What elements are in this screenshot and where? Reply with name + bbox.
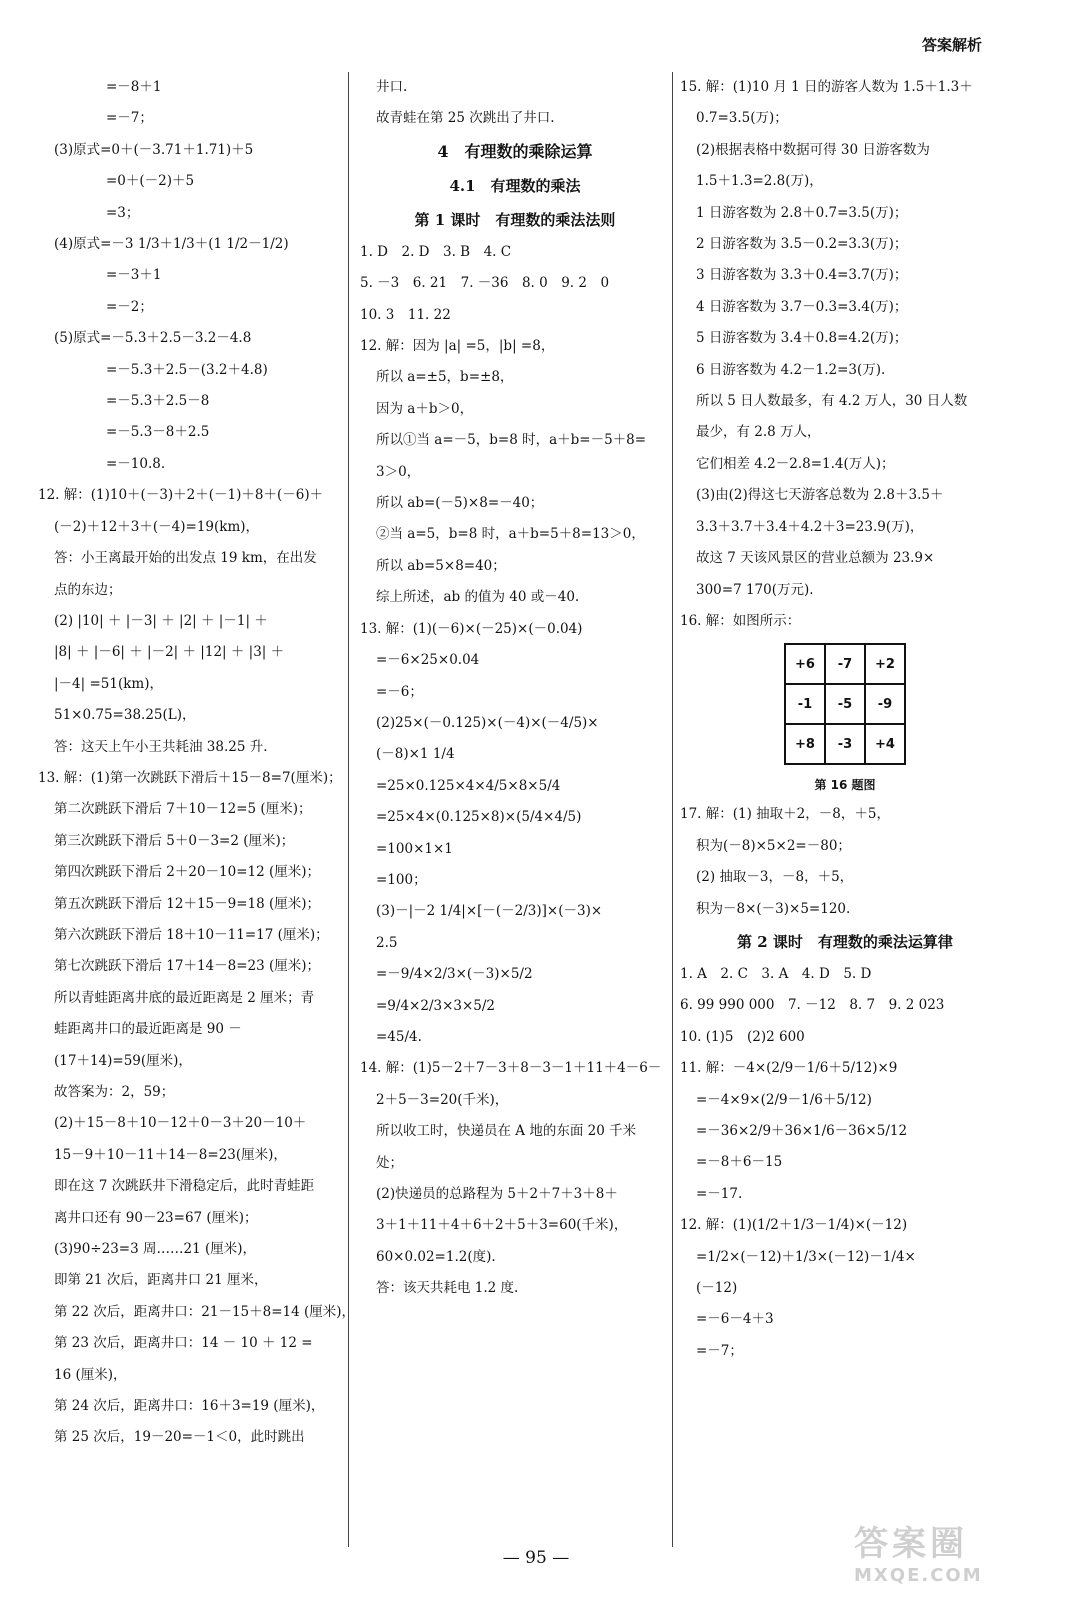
answer-line: =100； xyxy=(376,871,427,888)
answer-line: (4)原式=－3 1/3＋1/3＋(1 1/2－1/2) xyxy=(54,236,289,253)
answer-line: =25×4×(0.125×8)×(5/4×4/5) xyxy=(376,809,582,826)
answer-line: =－36×2/9＋36×1/6－36×5/12 xyxy=(696,1122,908,1139)
answer-column-1 xyxy=(38,72,356,1454)
grid-cell: -1 xyxy=(785,684,825,724)
answer-line: 10. (1)5 (2)2 600 xyxy=(680,1028,805,1045)
answer-line: =－5.3＋2.5－(3.2＋4.8) xyxy=(106,361,268,378)
answer-line: =－10.8. xyxy=(106,455,166,472)
page-header: 答案解析 xyxy=(921,36,982,54)
answer-line: 2.5 xyxy=(376,934,398,951)
answer-line: 答：小王离最开始的出发点 19 km，在出发 xyxy=(54,550,317,567)
answer-line: (2)＋15－8＋10－12＋0－3＋20－10＋ xyxy=(54,1115,307,1132)
answer-line: =－6－4＋3 xyxy=(696,1311,774,1328)
answer-line: =0＋(－2)＋5 xyxy=(106,173,195,190)
answer-line: 15. 解：(1)10 月 1 日的游客人数为 1.5＋1.3＋ xyxy=(680,79,973,95)
answer-line: =－8＋6－15 xyxy=(696,1154,783,1171)
answer-line: 6. 99 990 000 7. －12 8. 7 9. 2 023 xyxy=(680,997,945,1014)
answer-line: =－6； xyxy=(376,683,423,700)
answer-line: 最少，有 2.8 万人， xyxy=(696,424,821,441)
answer-line: 所以 5 日人数最多，有 4.2 万人，30 日人数 xyxy=(696,393,968,410)
answer-line: =9/4×2/3×3×5/2 xyxy=(376,997,496,1014)
section-heading: 4 有理数的乘除运算 xyxy=(437,141,593,161)
answer-line: 离井口还有 90－23=67 (厘米)； xyxy=(54,1209,258,1226)
answer-line: 即在这 7 次跳跃井下滑稳定后，此时青蛙距 xyxy=(54,1178,315,1195)
answer-line: (5)原式=－5.3＋2.5－3.2－4.8 xyxy=(54,330,252,347)
answer-line: =－5.3－8＋2.5 xyxy=(106,424,210,441)
answer-line: 60×0.02=1.2(度). xyxy=(376,1248,496,1265)
answer-column-2 xyxy=(360,72,670,1305)
watermark-logo xyxy=(854,1516,1054,1586)
answer-line: 第 25 次后，19－20=－1＜0，此时跳出 xyxy=(54,1429,305,1446)
answer-line: 12. 解：(1)10＋(－3)＋2＋(－1)＋8＋(－6)＋ xyxy=(38,487,324,504)
answer-line: =－7； xyxy=(696,1342,743,1359)
answer-line: 4 日游客数为 3.7－0.3=3.4(万)； xyxy=(696,298,908,315)
grid-cell: +6 xyxy=(785,644,825,684)
answer-line: 10. 3 11. 22 xyxy=(360,306,451,323)
answer-line: 15－9＋10－11＋14－8=23(厘米)， xyxy=(54,1146,287,1163)
answer-line: =－9/4×2/3×(－3)×5/2 xyxy=(376,966,533,983)
section-heading: 第 2 课时 有理数的乘法运算律 xyxy=(737,932,953,951)
answer-line: =－7； xyxy=(106,110,153,127)
answer-line: 13. 解：(1)(－6)×(－25)×(－0.04) xyxy=(360,620,583,637)
grid-cell: -7 xyxy=(825,644,865,684)
answer-line: (－12) xyxy=(696,1280,738,1296)
answer-line: 5 日游客数为 3.4＋0.8=4.2(万)； xyxy=(696,330,908,347)
answer-line: 第 23 次后，距离井口：14 － 10 ＋ 12 = xyxy=(54,1335,313,1352)
answer-line: 14. 解：(1)5－2＋7－3＋8－3－1＋11＋4－6－ xyxy=(360,1060,662,1077)
watermark-text: 答案圈 xyxy=(854,1524,968,1564)
answer-line: (2)快递员的总路程为 5＋2＋7＋3＋8＋ xyxy=(376,1186,618,1202)
answer-line: 2 日游客数为 3.5－0.2=3.3(万)； xyxy=(696,236,908,253)
section-heading: 第 1 课时 有理数的乘法法则 xyxy=(414,210,616,229)
answer-line: 第 24 次后，距离井口：16＋3=19 (厘米)， xyxy=(54,1398,325,1415)
answer-line: 即第 21 次后，距离井口 21 厘米， xyxy=(54,1272,268,1289)
answer-line: =100×1×1 xyxy=(376,840,453,857)
figure-caption: 第 16 题图 xyxy=(814,778,876,793)
answer-line: (2)根据表格中数据可得 30 日游客数为 xyxy=(696,141,930,158)
answer-line: 第 22 次后，距离井口：21－15＋8=14 (厘米)， xyxy=(54,1303,356,1320)
answer-line: (－2)＋12＋3＋(－4)=19(km)， xyxy=(54,518,260,535)
answer-line: 故青蛙在第 25 次跳出了井口. xyxy=(376,110,555,127)
answer-line: 17. 解：(1) 抽取＋2，－8，＋5， xyxy=(680,806,890,823)
answer-line: 因为 a＋b＞0， xyxy=(376,400,474,417)
grid-cell: -9 xyxy=(865,684,905,724)
answer-line: =45/4. xyxy=(376,1028,422,1045)
answer-line: 11. 解：－4×(2/9－1/6＋5/12)×9 xyxy=(680,1060,898,1077)
answer-line: 1. D 2. D 3. B 4. C xyxy=(360,243,512,260)
answer-line: 1. A 2. C 3. A 4. D 5. D xyxy=(680,965,872,982)
watermark-url: MXQE.COM xyxy=(854,1565,983,1586)
answer-line: 1.5＋1.3=2.8(万)， xyxy=(696,173,823,190)
answer-line: 3＞0， xyxy=(376,463,421,480)
answer-line: =3； xyxy=(106,204,140,221)
answer-line: 井口. xyxy=(376,79,408,95)
answer-line: 处； xyxy=(376,1154,403,1171)
answer-line: 所以 ab=5×8=40； xyxy=(376,557,506,574)
answer-line: 2＋5－3=20(千米)， xyxy=(376,1091,509,1108)
answer-line: =25×0.125×4×4/5×8×5/4 xyxy=(376,777,561,794)
answer-line: 第六次跳跃下滑后 18＋10－11=17 (厘米)； xyxy=(54,926,329,943)
answer-line: 第四次跳跃下滑后 2＋20－10=12 (厘米)； xyxy=(54,864,321,881)
answer-line: |8| ＋ |－6| ＋ |－2| ＋ |12| ＋ |3| ＋ xyxy=(54,644,285,661)
grid-cell: +2 xyxy=(865,644,905,684)
answer-line: 6 日游客数为 4.2－1.2=3(万). xyxy=(696,361,886,378)
answer-line: =1/2×(－12)＋1/3×(－12)－1/4× xyxy=(696,1248,916,1265)
answer-line: (3)－|－2 1/4|×[－(－2/3)]×(－3)× xyxy=(376,903,603,920)
grid-cell: -3 xyxy=(825,724,865,764)
answer-line: =－4×9×(2/9－1/6＋5/12) xyxy=(696,1091,872,1108)
answer-line: 3.3＋3.7＋3.4＋4.2＋3=23.9(万)， xyxy=(696,518,924,535)
answer-line: 所以收工时，快递员在 A 地的东面 20 千米 xyxy=(376,1123,637,1140)
answer-line: (2) |10| ＋ |－3| ＋ |2| ＋ |－1| ＋ xyxy=(54,612,268,629)
answer-line: 13. 解：(1)第一次跳跃下滑后＋15－8=7(厘米)； xyxy=(38,769,342,786)
answer-line: 1 日游客数为 2.8＋0.7=3.5(万)； xyxy=(696,204,908,221)
grid-cell: +8 xyxy=(785,724,825,764)
answer-line: =－17. xyxy=(696,1185,743,1202)
magic-square-grid xyxy=(784,643,906,765)
answer-line: 0.7=3.5(万)； xyxy=(696,110,788,127)
answer-line: 故这 7 天该风景区的营业总额为 23.9× xyxy=(696,550,935,567)
section-heading: 4.1 有理数的乘法 xyxy=(449,176,581,195)
answer-line: 16. 解：如图所示： xyxy=(680,612,801,629)
answer-line: 综上所述，ab 的值为 40 或－40. xyxy=(376,589,580,606)
answer-column-3 xyxy=(680,72,1010,1367)
answer-line: 所以①当 a=－5，b=8 时，a＋b=－5＋8= xyxy=(376,432,647,449)
grid-cell: +4 xyxy=(865,724,905,764)
answer-line: 蛙距离井口的最近距离是 90 － xyxy=(54,1021,242,1038)
answer-line: (3)90÷23=3 周……21 (厘米)， xyxy=(54,1241,256,1258)
answer-line: =－5.3＋2.5－8 xyxy=(106,393,210,410)
answer-line: (2)25×(－0.125)×(－4)×(－4/5)× xyxy=(376,714,599,731)
answer-line: 12. 解：因为 |a| =5，|b| =8， xyxy=(360,338,555,355)
answer-line: 12. 解：(1)(1/2＋1/3－1/4)×(－12) xyxy=(680,1217,908,1234)
answer-line: 第二次跳跃下滑后 7＋10－12=5 (厘米)； xyxy=(54,801,312,818)
answer-line: 积为－8×(－3)×5=120. xyxy=(696,900,851,917)
answer-line: 5. －3 6. 21 7. －36 8. 0 9. 2 0 xyxy=(360,275,610,292)
answer-line: =－3＋1 xyxy=(106,267,162,284)
answer-line: 300=7 170(万元). xyxy=(696,581,814,598)
answer-line: 所以青蛙距离井底的最近距离是 2 厘米；青 xyxy=(54,989,315,1006)
answer-line: 第七次跳跃下滑后 17＋14－8=23 (厘米)； xyxy=(54,958,321,975)
answer-line: =－2； xyxy=(106,298,153,315)
answer-line: (3)由(2)得这七天游客总数为 2.8＋3.5＋ xyxy=(696,487,944,504)
grid-cell: -5 xyxy=(825,684,865,724)
answer-line: (2) 抽取－3，－8，＋5， xyxy=(696,869,854,886)
answer-line: 所以 a=±5，b=±8， xyxy=(376,369,514,386)
answer-line: 3 日游客数为 3.3＋0.4=3.7(万)； xyxy=(696,267,908,284)
answer-line: 答：该天共耗电 1.2 度. xyxy=(376,1280,519,1297)
column-divider xyxy=(672,72,673,1547)
answer-line: 第三次跳跃下滑后 5＋0－3=2 (厘米)； xyxy=(54,832,295,849)
answer-line: 3＋1＋11＋4＋6＋2＋5＋3=60(千米)， xyxy=(376,1217,628,1234)
answer-line: 故答案为：2，59； xyxy=(54,1084,175,1100)
answer-line: (3)原式=0＋(－3.71＋1.71)＋5 xyxy=(54,141,254,158)
answer-line: ②当 a=5，b=8 时，a＋b=5＋8=13＞0， xyxy=(376,526,645,543)
answer-line: (－8)×1 1/4 xyxy=(376,746,455,763)
answer-line: 16 (厘米)， xyxy=(54,1366,127,1383)
answer-line: 所以 ab=(－5)×8=－40； xyxy=(376,495,544,512)
answer-line: 第五次跳跃下滑后 12＋15－9=18 (厘米)； xyxy=(54,895,321,912)
answer-line: 积为(－8)×5×2=－80； xyxy=(696,837,851,854)
answer-line: |－4| =51(km)， xyxy=(54,675,163,692)
page-number: — 95 — xyxy=(502,1548,570,1568)
answer-line: 答：这天上午小王共耗油 38.25 升. xyxy=(54,738,268,755)
answer-line: =－8＋1 xyxy=(106,79,162,95)
answer-line: 它们相差 4.2－2.8=1.4(万人)； xyxy=(696,455,895,472)
answer-line: =－6×25×0.04 xyxy=(376,652,480,669)
answer-line: 点的东边； xyxy=(54,581,122,598)
answer-line: (17＋14)=59(厘米)， xyxy=(54,1052,192,1069)
answer-line: 51×0.75=38.25(L)， xyxy=(54,707,196,724)
